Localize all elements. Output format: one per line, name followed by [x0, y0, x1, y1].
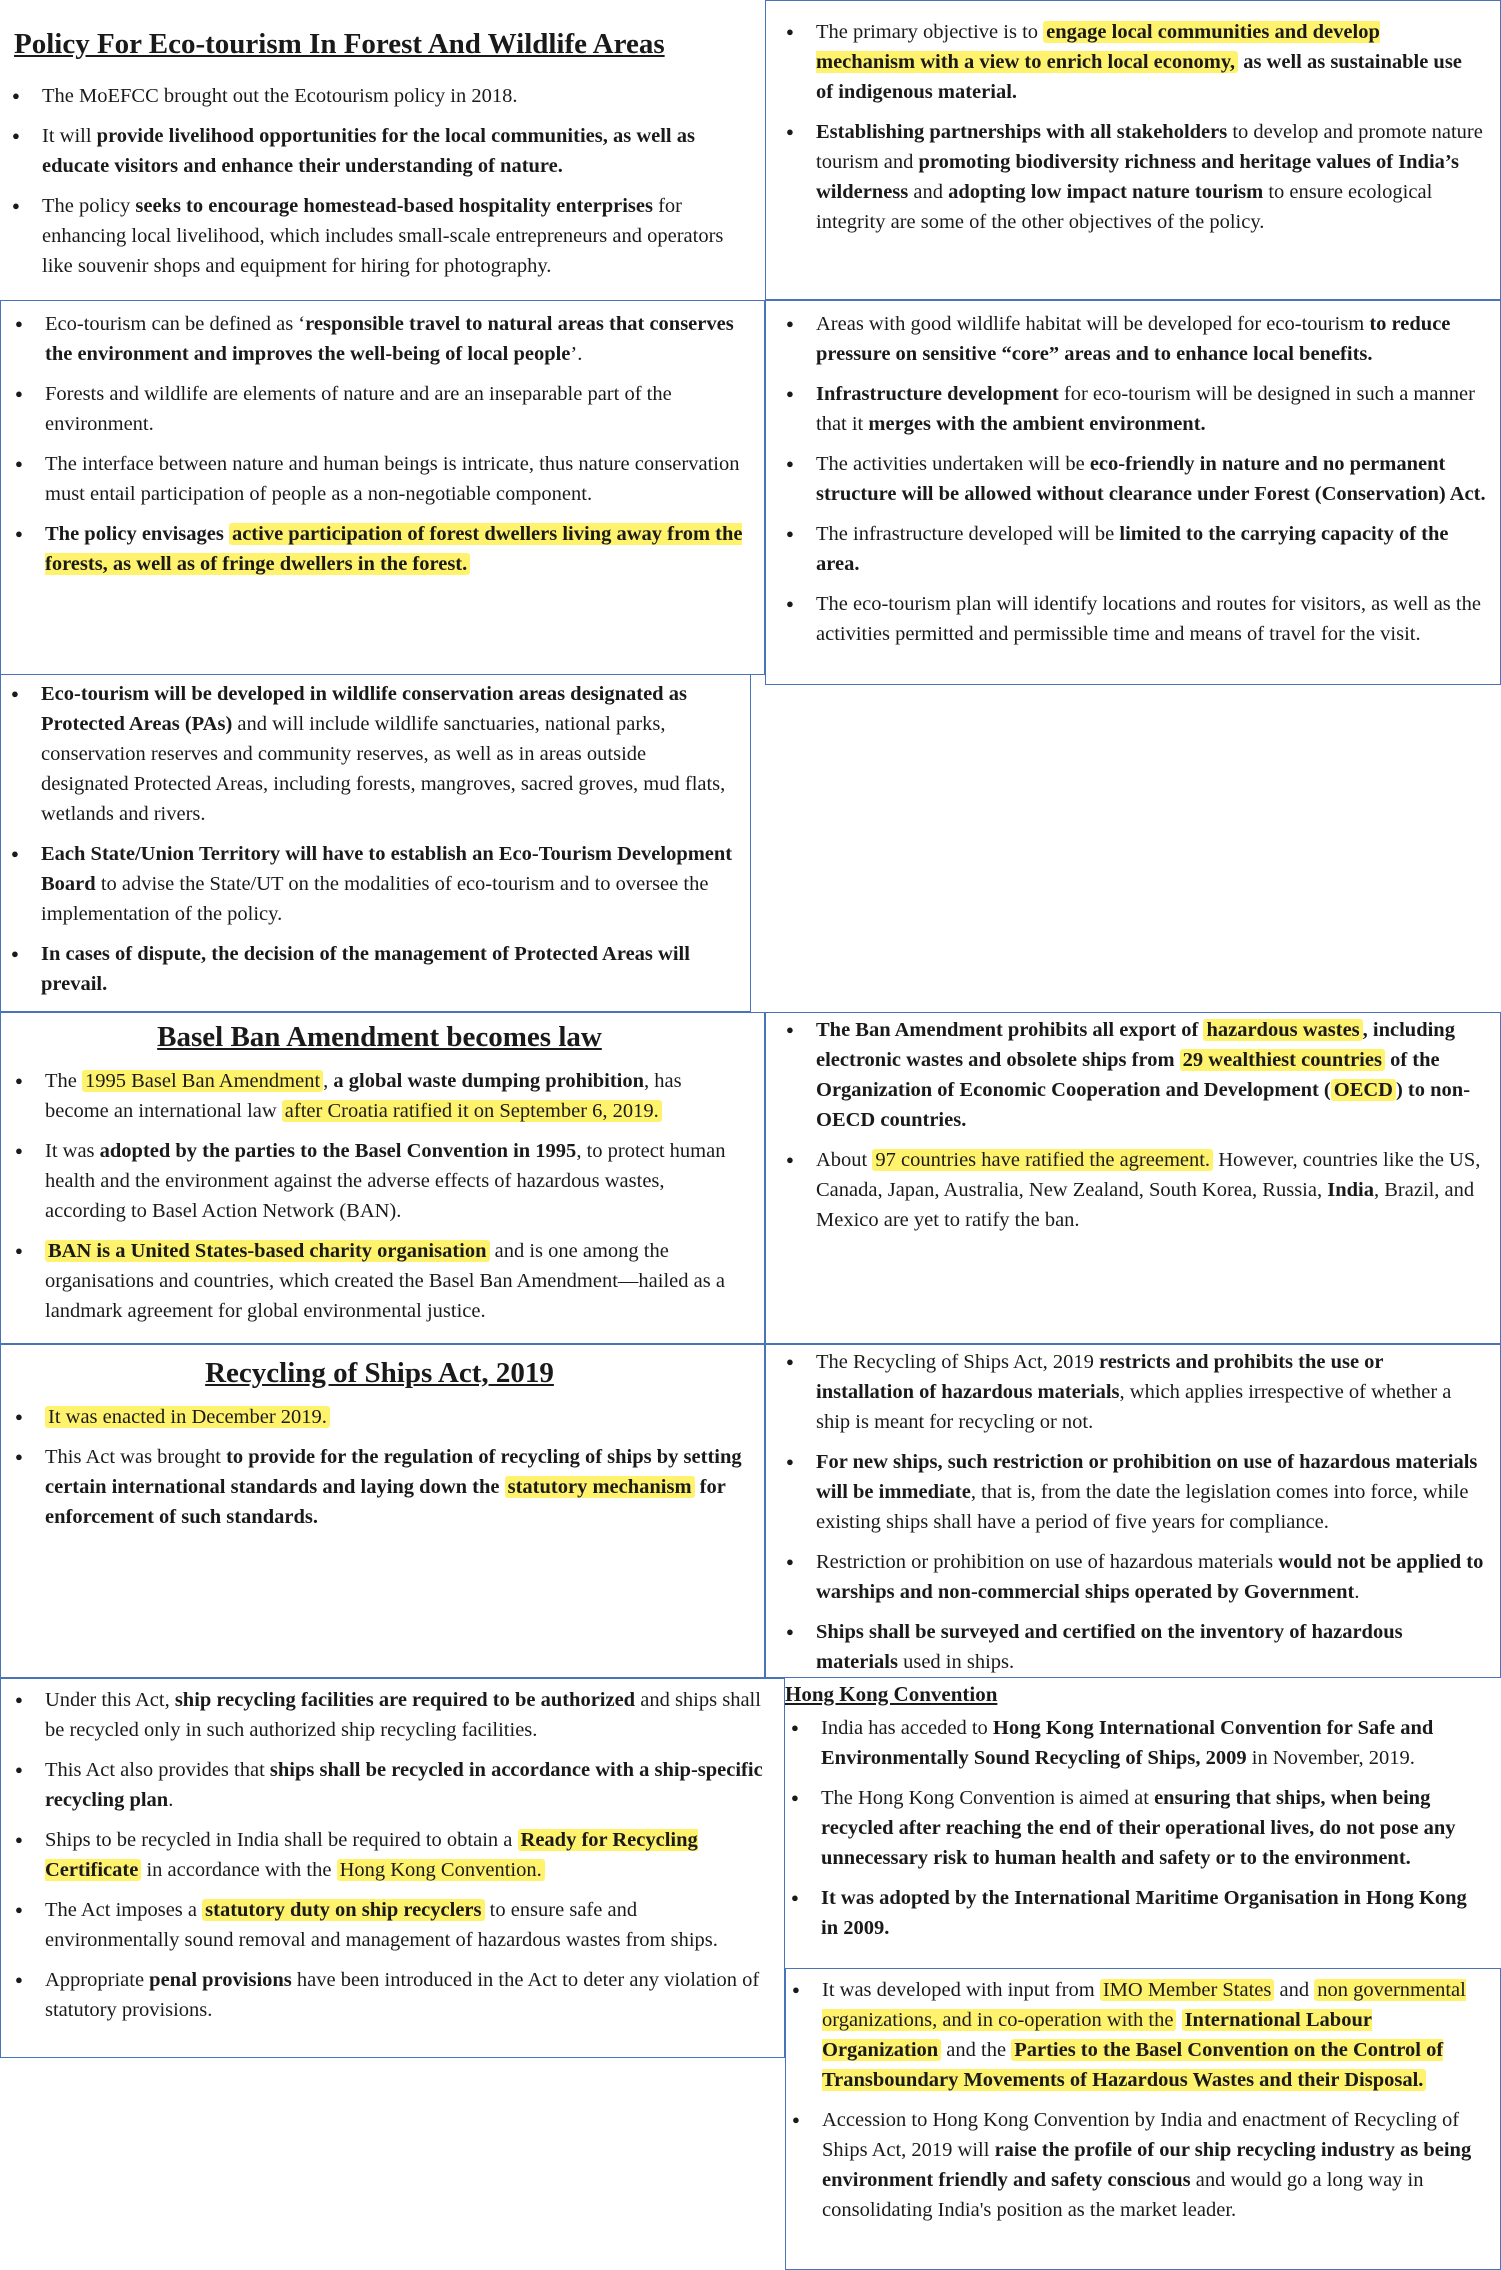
list-item: ● Forests and wildlife are elements of nature and are an inseparable part of the environment.: [9, 379, 748, 439]
basel-left-box: [0, 1012, 765, 1344]
hongkong-box: [785, 1678, 1501, 1968]
list-item: ● Establishing partnerships with all stakeholders to develop and promote nature tourism and promoting biodiversity richness and heritage values of India’s wilderness and adopting low impact nature tourism to ensure ecological integrity are some of the other objectives of the policy.: [780, 117, 1484, 237]
list-item: ● The infrastructure developed will be limited to the carrying capacity of the area.: [780, 519, 1486, 579]
list-item: ● The Recycling of Ships Act, 2019 restricts and prohibits the use or installation of hazardous materials, which applies irrespective of whether a ship is meant for recycling or not.: [780, 1347, 1486, 1437]
list-item: ● Under this Act, ship recycling facilities are required to be authorized and ships shall be recycled only in such authorized ship recycling facilities.: [9, 1685, 770, 1745]
list-item: ● India has acceded to Hong Kong International Convention for Safe and Environmentally Sound Recycling of Ships, 2009 in November, 2019.: [785, 1713, 1487, 1773]
list-item: ● About 97 countries have ratified the agreement. However, countries like the US, Canada, Japan, Australia, New Zealand, South Korea, Russia, India, Brazil, and Mexico are yet to ratify the ban.: [780, 1145, 1486, 1235]
list-item: ● Eco-tourism will be developed in wildlife conservation areas designated as Protected Areas (PAs) and will include wildlife sanctuaries, national parks, conservation reserves and community reserves, as well as in areas outside designated Protected Areas, including forests, mangroves, sacred groves, mud flats, wetlands and rivers.: [5, 679, 736, 829]
list-item: ● It was developed with input from IMO Member States and non governmental organizations, and in co-operation with the International Labour Organization and the Parties to the Basel Convention on the Control of Transboundary Movements of Hazardous Wastes and their Disposal.: [786, 1975, 1486, 2095]
basel-right-list: [780, 1015, 1486, 1235]
list-item: ● The Hong Kong Convention is aimed at ensuring that ships, when being recycled after reaching the end of their operational lives, do not pose any unnecessary risk to human health and safety or to the environment.: [785, 1783, 1487, 1873]
eco-definition-list: [9, 309, 748, 579]
list-item: ● Areas with good wildlife habitat will be developed for eco-tourism to reduce pressure on sensitive “core” areas and to enhance local benefits.: [780, 309, 1486, 369]
eco-habitat-box: [765, 300, 1501, 685]
list-item: ● The Act imposes a statutory duty on ship recyclers to ensure safe and environmentally sound removal and management of hazardous wastes from ships.: [9, 1895, 770, 1955]
eco-areas-list: [5, 679, 736, 999]
ships-left-box: [0, 1344, 765, 1678]
hongkong-more-box: [785, 1968, 1501, 2270]
list-item: ● The 1995 Basel Ban Amendment , a global waste dumping prohibition, has become an international law after Croatia ratified it on September 6, 2019.: [9, 1066, 750, 1126]
list-item: ● The policy seeks to encourage homestead-based hospitality enterprises for enhancing local livelihood, which includes small-scale entrepreneurs and operators like souvenir shops and equipment for hiring for photography.: [6, 191, 745, 281]
list-item: ● For new ships, such restriction or prohibition on use of hazardous materials will be immediate, that is, from the date the legislation comes into force, while existing ships shall have a period of five years for compliance.: [780, 1447, 1486, 1537]
list-item: ● It will provide livelihood opportunities for the local communities, as well as educate visitors and enhance their understanding of nature.: [6, 121, 745, 181]
eco-intro-list: [6, 81, 745, 281]
list-item: ● The interface between nature and human beings is intricate, thus nature conservation must entail participation of people as a non-negotiable component.: [9, 449, 748, 509]
list-item: ● Restriction or prohibition on use of hazardous materials would not be applied to warships and non-commercial ships operated by Government.: [780, 1547, 1486, 1607]
list-item: ● BAN is a United States-based charity organisation and is one among the organisations and countries, which created the Basel Ban Amendment—hailed as a landmark agreement for global environmental justice.: [9, 1236, 750, 1326]
list-item: ● This Act also provides that ships shall be recycled in accordance with a ship-specific recycling plan.: [9, 1755, 770, 1815]
hongkong-more-list: [786, 1975, 1486, 2225]
list-item: ● Eco-tourism can be defined as ‘responsible travel to natural areas that conserves the environment and improves the well-being of local people’.: [9, 309, 748, 369]
ships-right-list: [780, 1347, 1486, 1677]
list-item: ● In cases of dispute, the decision of the management of Protected Areas will prevail.: [5, 939, 736, 999]
eco-objectives-box: [765, 0, 1501, 300]
list-item: ● Ships to be recycled in India shall be required to obtain a Ready for Recycling Certificate in accordance with the Hong Kong Convention.: [9, 1825, 770, 1885]
basel-right-box: [765, 1012, 1501, 1344]
list-item: ● It was adopted by the International Maritime Organisation in Hong Kong in 2009.: [785, 1883, 1487, 1943]
hongkong-heading: Hong Kong Convention: [785, 1682, 998, 1706]
list-item: ● It was enacted in December 2019.: [9, 1402, 750, 1432]
ships-facilities-box: [0, 1678, 785, 2058]
list-item: ● The activities undertaken will be eco-friendly in nature and no permanent structure will be allowed without clearance under Forest (Conservation) Act.: [780, 449, 1486, 509]
hongkong-list: [785, 1713, 1487, 1943]
list-item: ● Appropriate penal provisions have been introduced in the Act to deter any violation of statutory provisions.: [9, 1965, 770, 2025]
eco-objectives-list: [780, 17, 1484, 237]
ships-left-list: [9, 1402, 750, 1532]
eco-habitat-list: [780, 309, 1486, 649]
ships-right-box: [765, 1344, 1501, 1678]
list-item: ● Accession to Hong Kong Convention by India and enactment of Recycling of Ships Act, 2019 will raise the profile of our ship recycling industry as being environment friendly and safety conscious and would go a long way in consolidating India's position as the market leader.: [786, 2105, 1486, 2225]
eco-definition-box: [0, 300, 765, 675]
basel-left-list: [9, 1066, 750, 1326]
basel-title: Basel Ban Amendment becomes law: [157, 1021, 602, 1053]
list-item: ● The Ban Amendment prohibits all export of hazardous wastes , including electronic wastes and obsolete ships from 29 wealthiest countries of the Organization of Economic Cooperation and Development ( OECD ) to non-OECD countries.: [780, 1015, 1486, 1135]
list-item: ● Infrastructure development for eco-tourism will be designed in such a manner that it merges with the ambient environment.: [780, 379, 1486, 439]
list-item: ● Ships shall be surveyed and certified on the inventory of hazardous materials used in ships.: [780, 1617, 1486, 1677]
list-item: ● It was adopted by the parties to the Basel Convention in 1995, to protect human health and the environment against the adverse effects of hazardous wastes, according to Basel Action Network (BAN).: [9, 1136, 750, 1226]
ships-title: Recycling of Ships Act, 2019: [205, 1357, 554, 1389]
eco-title: Policy For Eco-tourism In Forest And Wildlife Areas: [14, 28, 665, 60]
list-item: ● The MoEFCC brought out the Ecotourism policy in 2018.: [6, 81, 745, 111]
eco-intro-section: [0, 0, 765, 300]
list-item: ● The primary objective is to engage local communities and develop mechanism with a view to enrich local economy, as well as sustainable use of indigenous material.: [780, 17, 1484, 107]
list-item: ● This Act was brought to provide for the regulation of recycling of ships by setting certain international standards and laying down the statutory mechanism for enforcement of such standards.: [9, 1442, 750, 1532]
ships-facilities-list: [9, 1685, 770, 2025]
list-item: ● Each State/Union Territory will have to establish an Eco-Tourism Development Board to advise the State/UT on the modalities of eco-tourism and to oversee the implementation of the policy.: [5, 839, 736, 929]
list-item: ● The eco-tourism plan will identify locations and routes for visitors, as well as the activities permitted and permissible time and means of travel for the visit.: [780, 589, 1486, 649]
eco-areas-box: [0, 674, 751, 1012]
list-item: ● The policy envisages active participation of forest dwellers living away from the forests, as well as of fringe dwellers in the forest.: [9, 519, 748, 579]
